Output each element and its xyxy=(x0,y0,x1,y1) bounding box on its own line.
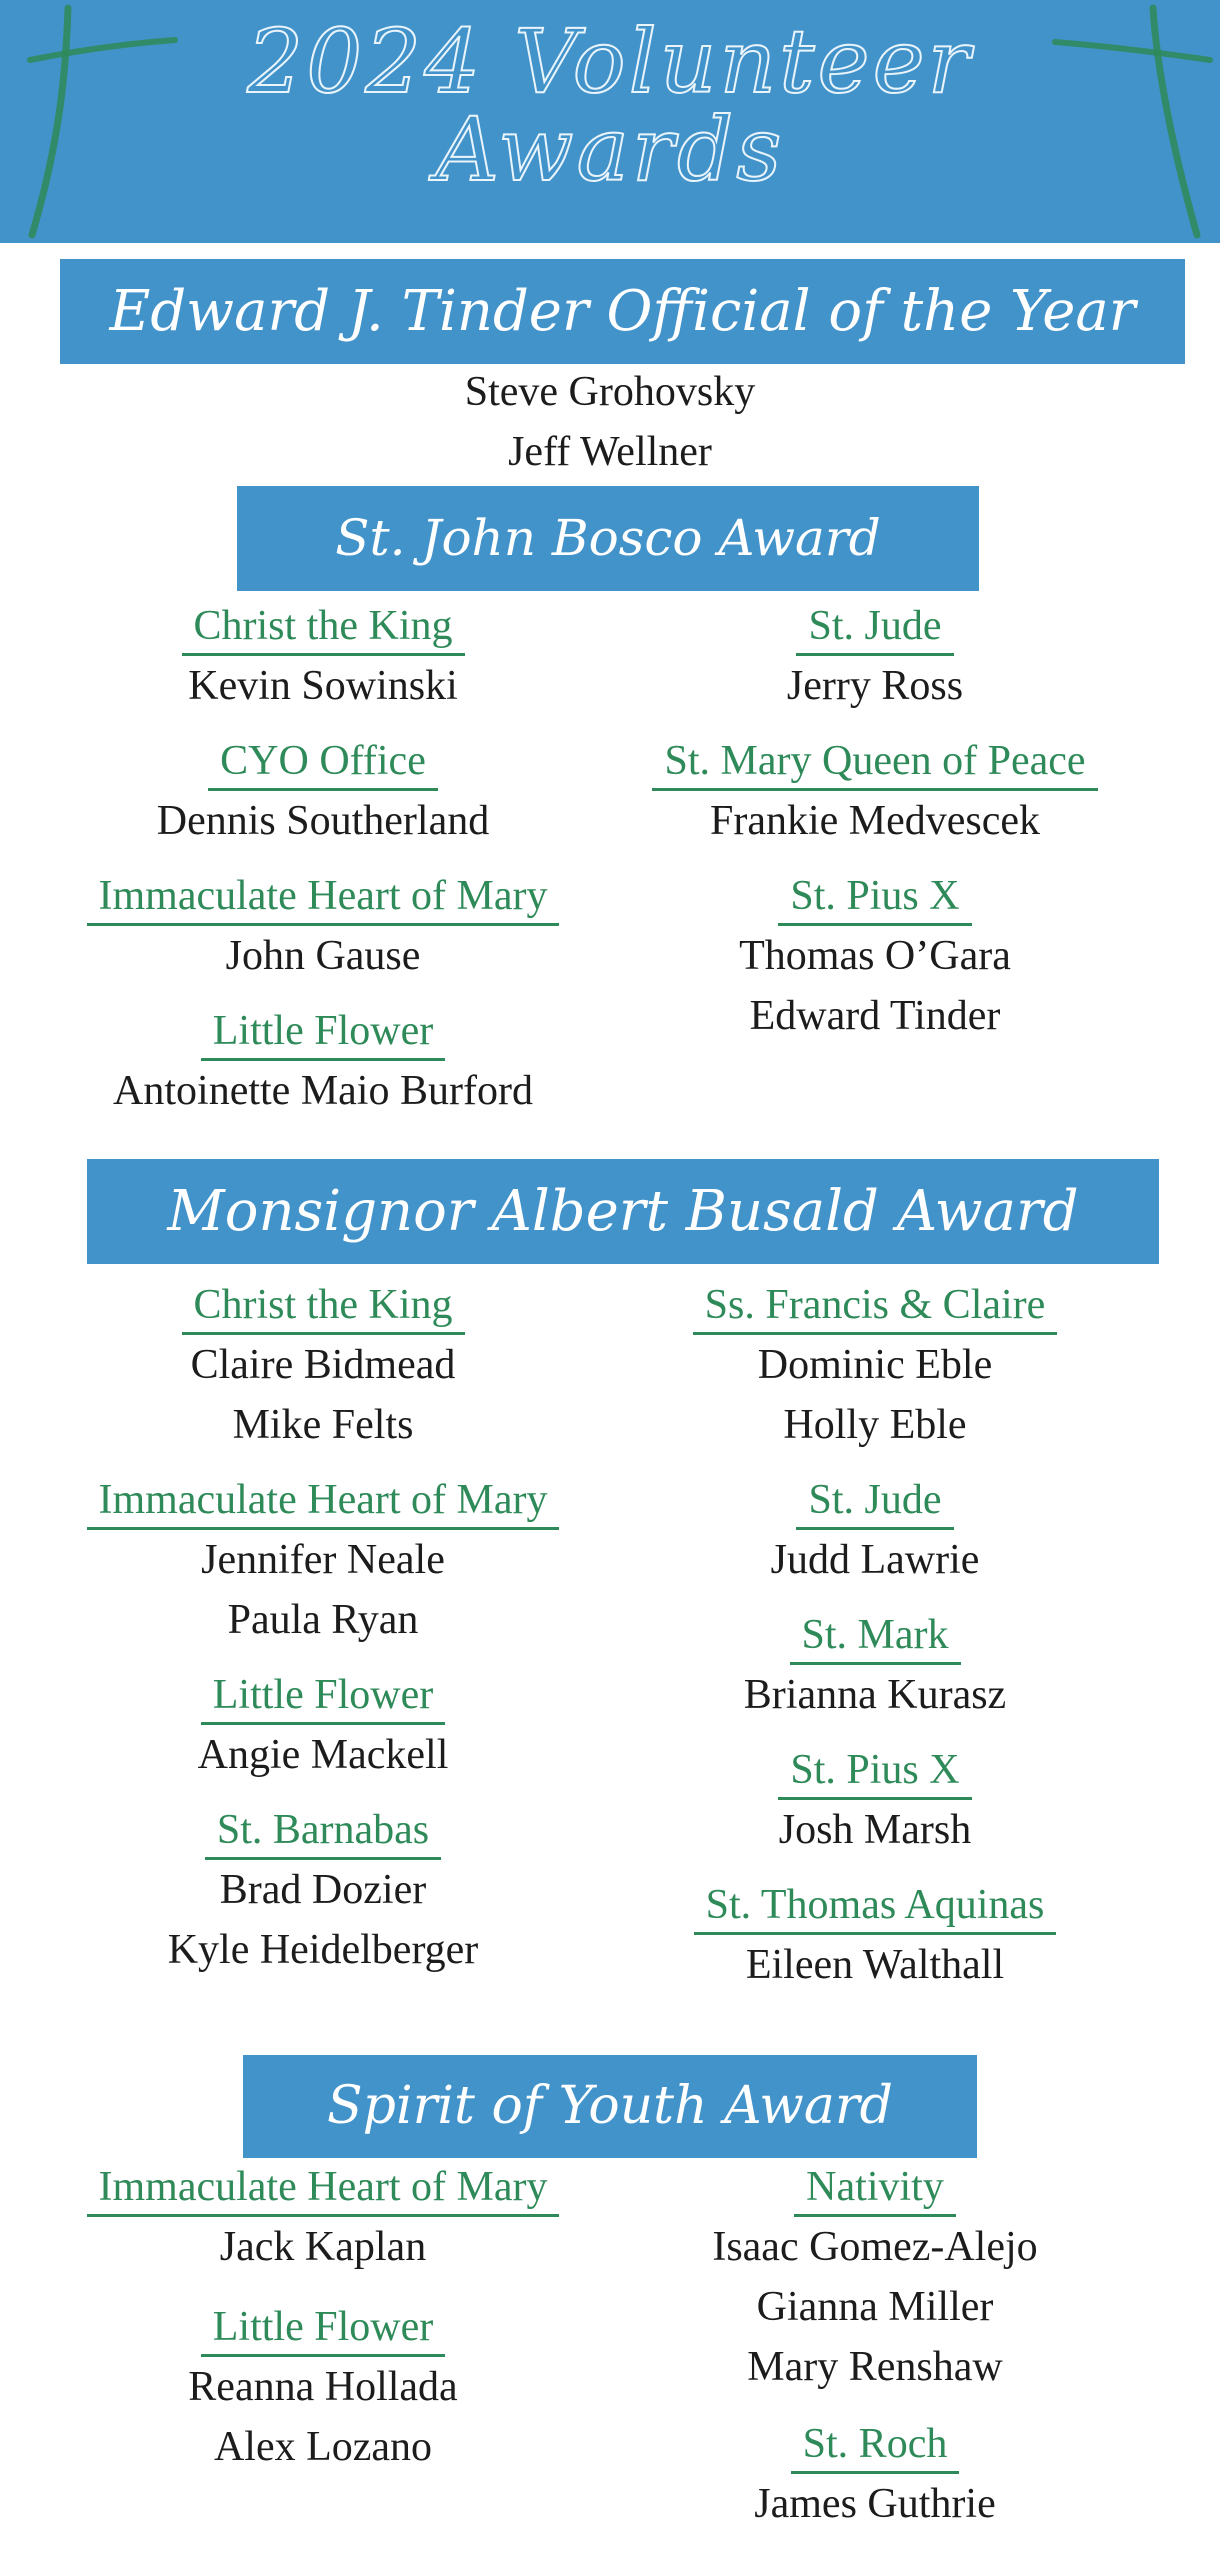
parish-entry xyxy=(18,1475,628,1650)
parish-name: St. Mark xyxy=(790,1610,961,1665)
youth-left-column xyxy=(18,2162,628,2477)
parish-entry xyxy=(18,601,628,716)
parish-entry xyxy=(570,1610,1180,1725)
parish-name: Nativity xyxy=(794,2162,956,2217)
recipient-name: Angie Mackell xyxy=(197,1732,449,1778)
recipient-name: Dominic Eble xyxy=(757,1342,993,1388)
award-title-bosco: St. John Bosco Award xyxy=(237,486,979,591)
parish-name: Immaculate Heart of Mary xyxy=(87,2162,560,2217)
recipient-name: Holly Eble xyxy=(783,1402,967,1448)
parish-name: St. Pius X xyxy=(778,871,971,926)
recipient-name: Judd Lawrie xyxy=(770,1537,980,1583)
recipient-name: Josh Marsh xyxy=(778,1807,972,1853)
recipient-name: Brad Dozier xyxy=(219,1867,427,1913)
parish-name: Little Flower xyxy=(201,2302,445,2357)
parish-entry xyxy=(570,1880,1180,1995)
recipient-name: Jerry Ross xyxy=(786,663,964,709)
parish-entry xyxy=(570,1745,1180,1860)
youth-right-column xyxy=(570,2162,1180,2534)
recipient-name: Isaac Gomez-Alejo xyxy=(712,2224,1038,2270)
parish-name: St. Jude xyxy=(796,1475,953,1530)
parish-entry xyxy=(18,1006,628,1121)
parish-entry xyxy=(18,736,628,851)
parish-entry xyxy=(570,1280,1180,1455)
recipient-name: Eileen Walthall xyxy=(745,1942,1005,1988)
recipient-name: Steve Grohovsky xyxy=(464,369,756,415)
recipient-name: Alex Lozano xyxy=(213,2424,433,2470)
parish-entry xyxy=(18,1805,628,1980)
busald-left-column xyxy=(18,1280,628,1980)
parish-entry xyxy=(570,2162,1180,2397)
recipient-name: Jennifer Neale xyxy=(201,1537,445,1583)
recipient-name: Paula Ryan xyxy=(227,1597,419,1643)
parish-entry xyxy=(18,1280,628,1455)
recipient-name: Brianna Kurasz xyxy=(743,1672,1007,1718)
parish-entry xyxy=(570,871,1180,1046)
page-title xyxy=(0,10,1220,201)
recipient-name: Gianna Miller xyxy=(756,2284,994,2330)
recipient-name: Mary Renshaw xyxy=(747,2344,1003,2390)
parish-name: Little Flower xyxy=(201,1006,445,1061)
award-title-busald: Monsignor Albert Busald Award xyxy=(87,1159,1159,1264)
parish-entry xyxy=(18,871,628,986)
award-title-tinder: Edward J. Tinder Official of the Year xyxy=(60,259,1185,364)
parish-entry xyxy=(570,2419,1180,2534)
recipient-name: Mike Felts xyxy=(232,1402,414,1448)
parish-entry xyxy=(18,2302,628,2477)
parish-entry xyxy=(570,1475,1180,1590)
parish-name: Christ the King xyxy=(182,601,465,656)
parish-name: Immaculate Heart of Mary xyxy=(87,871,560,926)
bosco-left-column xyxy=(18,601,628,1121)
recipient-name: John Gause xyxy=(225,933,421,979)
recipient-name: Thomas O’Gara xyxy=(739,933,1011,979)
recipient-name: Kyle Heidelberger xyxy=(167,1927,479,1973)
parish-entry xyxy=(18,1670,628,1785)
bosco-right-column xyxy=(570,601,1180,1046)
busald-right-column xyxy=(570,1280,1180,1995)
recipient-name: Jack Kaplan xyxy=(219,2224,427,2270)
page-title-line2: Awards xyxy=(435,98,785,201)
parish-name: St. Roch xyxy=(791,2419,960,2474)
award-title-youth: Spirit of Youth Award xyxy=(243,2055,977,2158)
tinder-recipients xyxy=(0,362,1220,482)
parish-entry xyxy=(18,2162,628,2277)
recipient-name: Kevin Sowinski xyxy=(188,663,458,709)
parish-name: St. Barnabas xyxy=(205,1805,441,1860)
parish-name: St. Mary Queen of Peace xyxy=(652,736,1097,791)
parish-name: St. Jude xyxy=(796,601,953,656)
parish-name: St. Thomas Aquinas xyxy=(694,1880,1057,1935)
recipient-name: Jeff Wellner xyxy=(508,429,712,475)
parish-name: Little Flower xyxy=(201,1670,445,1725)
parish-name: CYO Office xyxy=(208,736,438,791)
parish-name: St. Pius X xyxy=(778,1745,971,1800)
header-banner xyxy=(0,0,1220,243)
recipient-name: Edward Tinder xyxy=(749,993,1001,1039)
page-title-line1: 2024 Volunteer xyxy=(247,10,973,113)
parish-entry xyxy=(570,736,1180,851)
parish-name: Christ the King xyxy=(182,1280,465,1335)
parish-name: Immaculate Heart of Mary xyxy=(87,1475,560,1530)
recipient-name: Antoinette Maio Burford xyxy=(113,1068,533,1114)
recipient-name: Reanna Hollada xyxy=(188,2364,458,2410)
parish-entry xyxy=(570,601,1180,716)
recipient-name: Frankie Medvescek xyxy=(709,798,1041,844)
recipient-name: Dennis Southerland xyxy=(156,798,490,844)
recipient-name: James Guthrie xyxy=(754,2481,996,2527)
parish-name: Ss. Francis & Claire xyxy=(693,1280,1058,1335)
recipient-name: Claire Bidmead xyxy=(190,1342,456,1388)
